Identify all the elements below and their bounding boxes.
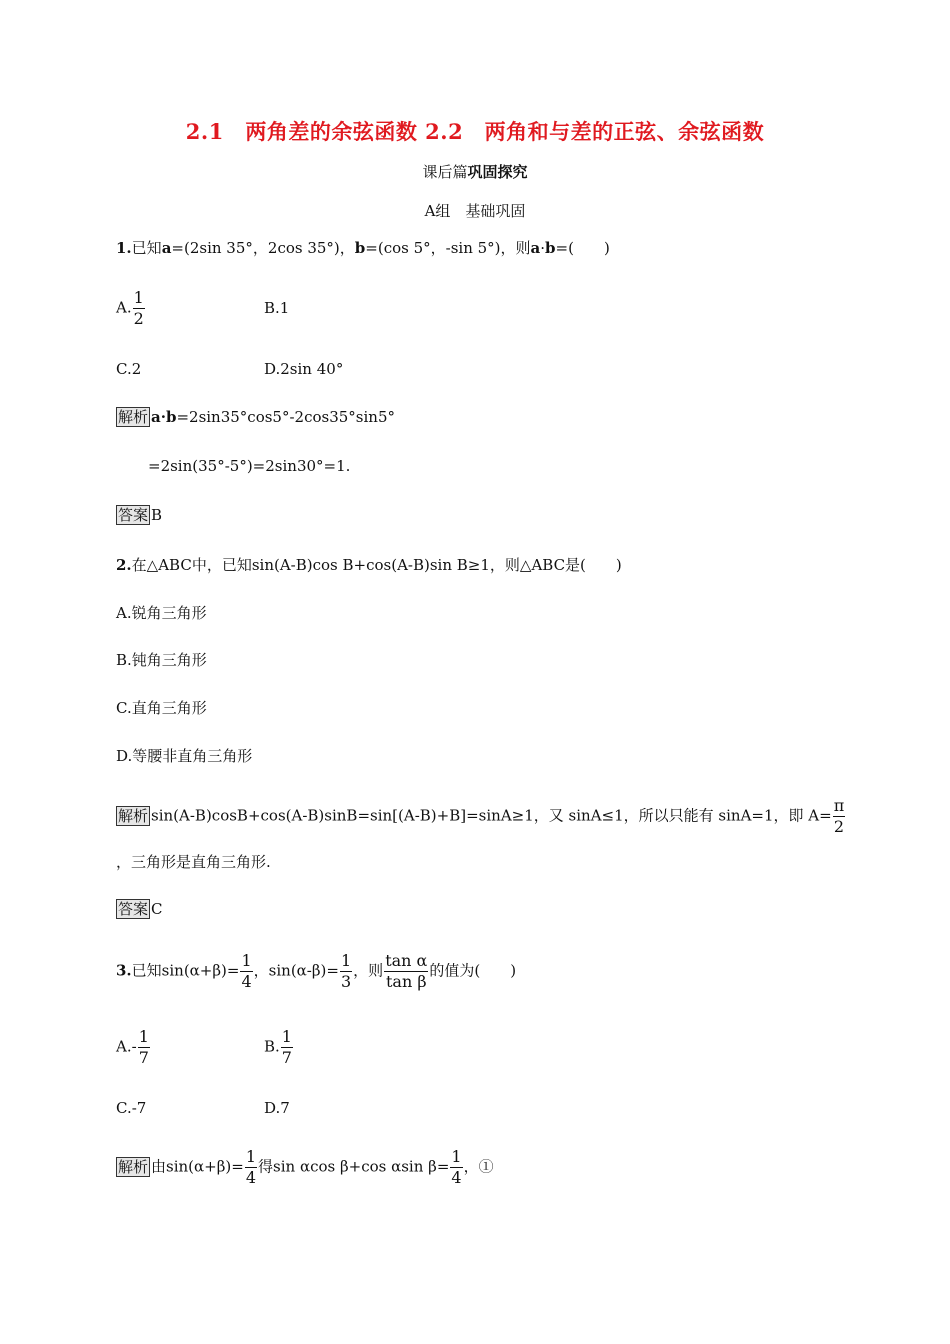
fraction-denominator: 4 (241, 972, 252, 991)
q1-vec-a2: a (530, 239, 541, 257)
q1-option-a (116, 288, 146, 329)
q3-option-a (116, 1027, 151, 1068)
q2-option-d: D.等腰非直角三角形 (116, 747, 253, 765)
q2-answer-value: C (151, 900, 163, 918)
q1-option-a-fraction (133, 288, 145, 329)
q2-option-c: C.直角三角形 (116, 699, 207, 717)
q3-option-b-label: B. (264, 1037, 280, 1056)
q1-analysis-text-1: =2sin35°cos5°-2cos35°sin5° (176, 408, 396, 426)
fraction-numerator: tan α (385, 951, 428, 970)
q1-option-a-label: A. (116, 298, 132, 317)
q3-option-a-label: A. (116, 1037, 132, 1056)
fraction-denominator: 7 (281, 1048, 292, 1067)
q3-option-d: D.7 (264, 1099, 290, 1117)
q2-analysis-fraction (833, 796, 846, 837)
fraction-denominator: 7 (138, 1048, 149, 1067)
fraction-numerator: 1 (138, 1027, 149, 1046)
question-3-stem (116, 951, 516, 992)
q2-option-b: B.钝角三角形 (116, 651, 207, 669)
fraction-numerator: 1 (281, 1027, 292, 1046)
q1-text-d: =( ) (555, 239, 610, 257)
fraction-denominator: 3 (340, 972, 352, 991)
q3-analysis-fraction-2 (450, 1147, 462, 1188)
fraction-numerator: 1 (133, 288, 144, 307)
q3-text-b: ，sin(α-β)= (253, 961, 339, 980)
fraction-denominator: 2 (833, 817, 845, 836)
q1-option-b: B.1 (264, 299, 290, 317)
question-1-stem (116, 238, 610, 258)
q1-vec-b2: b (545, 239, 556, 257)
fraction-denominator: 4 (245, 1168, 257, 1187)
q2-analysis-line-1 (116, 796, 846, 837)
analysis-tag: 解析 (118, 408, 149, 426)
group-label: A组 基础巩固 (424, 202, 526, 220)
q1-dot: · (540, 239, 546, 257)
q1-vec-b: b (354, 239, 366, 257)
q3-text-d: 的值为( ) (429, 961, 517, 980)
q3-analysis-text-b: 得sin αcos β+cos αsin β= (258, 1157, 450, 1176)
fraction-numerator: 1 (245, 1147, 257, 1166)
page-title: 2.1 两角差的余弦函数 2.2 两角和与差的正弦、余弦函数 (185, 119, 765, 144)
q3-option-a-sign: - (131, 1037, 137, 1056)
q3-analysis-text-c: ，① (463, 1157, 494, 1176)
q2-option-a: A.锐角三角形 (116, 604, 207, 622)
subtitle-bold: 巩固探究 (467, 163, 528, 181)
q3-option-a-fraction (138, 1027, 150, 1068)
q1-vec-a: a (161, 239, 172, 257)
fraction-numerator: 1 (241, 951, 252, 970)
q3-option-b-fraction (281, 1027, 293, 1068)
fraction-denominator: 4 (451, 1168, 462, 1187)
q3-option-b (264, 1027, 294, 1068)
q1-analysis-bold: a·b (151, 408, 177, 426)
question-3-number: 3. (116, 961, 132, 980)
q1-option-c: C.2 (116, 360, 142, 378)
q1-answer-value: B (151, 506, 163, 524)
fraction-numerator: π (833, 796, 845, 815)
q2-analysis-text-1: sin(A-B)cosB+cos(A-B)sinB=sin[(A-B)+B]=sinA≥1，又 sinA≤1，所以只能有 sinA=1，即 A= (151, 806, 832, 825)
q2-stem-text: 在△ABC中，已知sin(A-B)cos B+cos(A-B)sin B≥1，则△ABC是( ) (131, 556, 622, 574)
q1-text-b: =(2sin 35°，2cos 35°)， (171, 239, 355, 257)
fraction-numerator: 1 (451, 1147, 462, 1166)
q1-analysis-line-2: =2sin(35°-5°)=2sin30°=1. (148, 457, 351, 475)
fraction-denominator: 2 (133, 309, 144, 328)
q3-fraction-3 (384, 951, 428, 992)
q1-analysis-line-1 (116, 407, 395, 427)
q3-analysis-fraction-1 (245, 1147, 257, 1188)
q3-text-c: ，则 (353, 961, 384, 980)
fraction-numerator: 1 (340, 951, 352, 970)
answer-tag: 答案 (118, 506, 149, 524)
q1-option-d: D.2sin 40° (264, 360, 344, 378)
q3-analysis-text-a: 由sin(α+β)= (151, 1157, 244, 1176)
analysis-tag: 解析 (118, 806, 149, 825)
question-1-number: 1. (116, 239, 132, 257)
q2-analysis-line-2: ，三角形是直角三角形. (116, 853, 271, 871)
question-2-number: 2. (116, 556, 132, 574)
q1-text-c: =(cos 5°，-sin 5°)，则 (365, 239, 531, 257)
q1-answer (116, 505, 162, 525)
q1-text-a: 已知 (131, 239, 162, 257)
q3-text-a: 已知sin(α+β)= (131, 961, 240, 980)
subtitle-prefix: 课后篇 (422, 163, 468, 181)
answer-tag: 答案 (118, 900, 149, 918)
q2-answer (116, 899, 163, 919)
fraction-denominator: tan β (385, 972, 427, 991)
q3-option-c: C.-7 (116, 1099, 147, 1117)
q3-fraction-1 (240, 951, 252, 992)
analysis-tag: 解析 (118, 1157, 149, 1176)
question-2-stem (116, 555, 622, 575)
q3-fraction-2 (340, 951, 352, 992)
q3-analysis-line-1 (116, 1147, 494, 1188)
section-subtitle (0, 161, 950, 182)
